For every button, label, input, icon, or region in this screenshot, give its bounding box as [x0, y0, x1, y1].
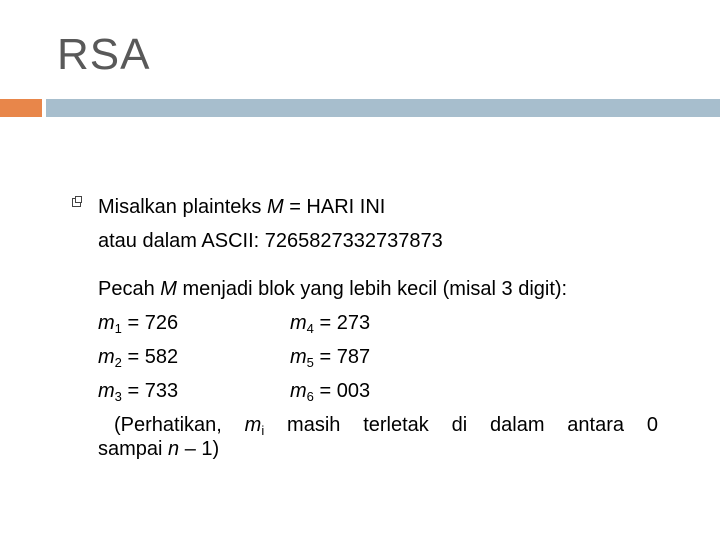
plaintext-line: [98, 190, 668, 224]
block-item: $m_5 = 787$: [290, 346, 371, 370]
slide-body: [98, 190, 668, 466]
block-row: [98, 340, 668, 374]
block-item: $m_2 = 582$: [98, 346, 179, 370]
block-row: [98, 374, 668, 408]
split-instruction-line: [98, 272, 668, 306]
block-item: $m_4 = 273$: [290, 312, 371, 336]
text-segment: Misalkan plainteks: [98, 196, 267, 218]
text-segment: = HARI INI: [283, 196, 386, 218]
title-underline-bar: [46, 99, 720, 117]
block-item: $m_6 = 003$: [290, 380, 371, 404]
variable-M: M: [266, 196, 284, 218]
slide-title: RSA: [57, 30, 151, 79]
text-segment: Pecah: [98, 278, 161, 300]
block-row: [98, 306, 668, 340]
ascii-line: atau dalam ASCII: 7265827332737873: [98, 230, 443, 252]
block-item: $m_3 = 733$: [98, 380, 179, 404]
note-line-continued: sampai n – 1): [98, 438, 220, 460]
title-accent-bar: [0, 99, 42, 117]
hollow-square-bullet-icon: [72, 198, 81, 207]
variable-M: M: [160, 278, 177, 300]
note-line: (Perhatikan, $m_i$ masih terletak di dalam antara 0: [114, 414, 658, 438]
block-item: $m_1 = 726$: [98, 312, 179, 336]
text-segment: menjadi blok yang lebih kecil (misal 3 digit):: [176, 278, 568, 300]
